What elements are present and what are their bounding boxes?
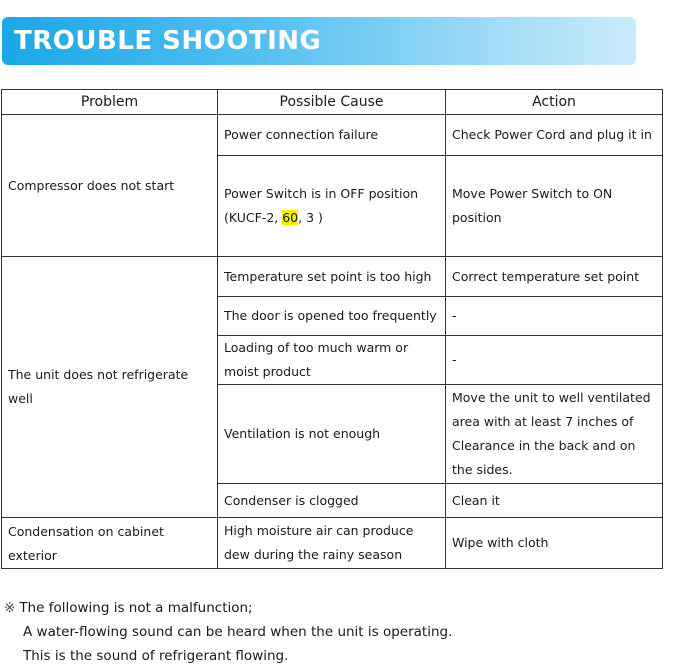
model-prefix: (KUCF-2, [224,210,283,225]
table-header-row [2,90,663,115]
note-heading-line [4,596,452,620]
cause-cell: Ventilation is not enough [218,385,446,484]
action-cell: Move the unit to well ventilated area with at least 7 inches of Clearance in the back and on the sides. [446,385,663,484]
note-line: This is the sound of refrigerant flowing. [23,648,289,664]
action-cell: Wipe with cloth [446,518,663,569]
cause-cell: High moisture air can produce dew during the rainy season [218,518,446,569]
problem-cell: The unit does not refrigerate well [2,257,218,518]
table-row [2,518,663,569]
column-header-cause: Possible Cause [218,90,446,115]
action-cell: Correct temperature set point [446,257,663,297]
action-cell: - [446,297,663,336]
cause-cell: Condenser is clogged [218,484,446,518]
title-banner [2,17,636,65]
table-row [2,257,663,297]
cause-cell: The door is opened too frequently [218,297,446,336]
reference-mark-icon: ※ [4,600,16,616]
note-section [4,596,452,668]
cause-cell [218,156,446,257]
action-cell: Clean it [446,484,663,518]
column-header-action: Action [446,90,663,115]
problem-cell: Condensation on cabinet exterior [2,518,218,569]
page-title: TROUBLE SHOOTING [14,26,322,56]
action-cell: Check Power Cord and plug it in [446,115,663,156]
note-line: A water-flowing sound can be heard when the unit is operating. [23,624,453,640]
action-cell: Move Power Switch to ON position [446,156,663,257]
column-header-problem: Problem [2,90,218,115]
cause-text: Power Switch is in OFF position [224,186,419,201]
table-row [2,115,663,156]
cause-cell: Loading of too much warm or moist product [218,336,446,385]
model-suffix: , 3 ) [298,210,323,225]
action-cell: - [446,336,663,385]
note-heading: The following is not a malfunction; [19,600,253,616]
cause-cell: Temperature set point is too high [218,257,446,297]
problem-cell: Compressor does not start [2,115,218,257]
cause-cell: Power connection failure [218,115,446,156]
highlighted-model: 60 [282,210,299,225]
troubleshooting-table [1,89,663,569]
